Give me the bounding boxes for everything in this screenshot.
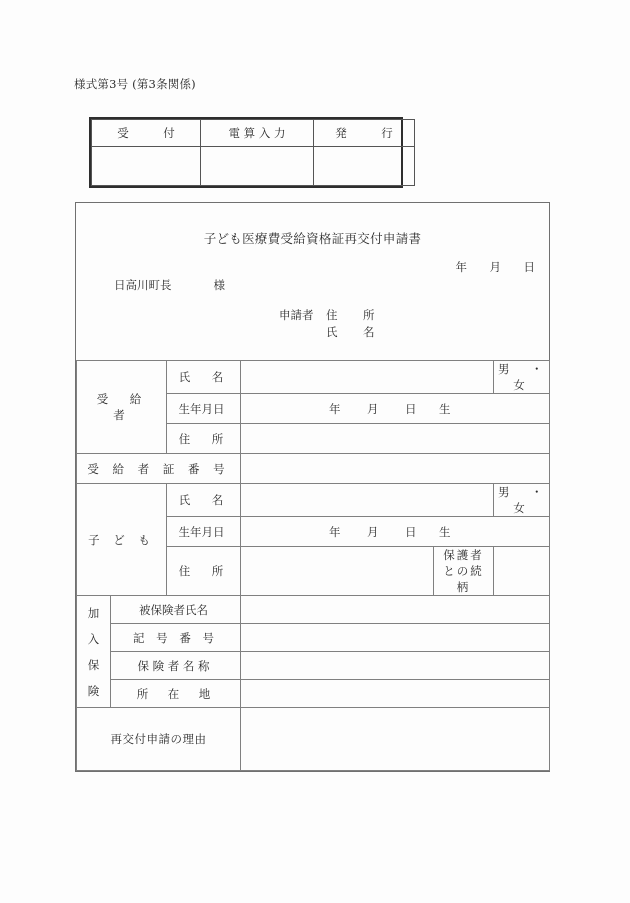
applicant-address-label: 住 所 <box>326 308 382 322</box>
insurance-insured-name-row <box>77 596 550 624</box>
recipient-dob-day: 日 <box>405 401 417 416</box>
office-header-reception: 受 付 <box>92 120 201 147</box>
child-address-value[interactable] <box>241 547 434 596</box>
recipient-card-number-label: 受 給 者 証 番 号 <box>77 454 241 484</box>
child-dob-day: 日 <box>405 524 417 539</box>
applicant-block <box>279 307 382 341</box>
form-fields-table <box>76 360 564 771</box>
recipient-dob-suffix: 生 <box>439 401 451 416</box>
recipient-name-value[interactable] <box>241 361 494 394</box>
insurance-label-char-3: 保 <box>87 657 100 672</box>
recipient-card-number-row <box>77 454 550 484</box>
insurance-label-char-2: 入 <box>87 631 100 646</box>
child-dob-year: 年 <box>329 524 341 539</box>
date-year-label[interactable]: 年 <box>455 260 467 274</box>
recipient-dob-month: 月 <box>367 401 379 416</box>
recipient-name-row <box>77 361 550 394</box>
insurance-insured-name-label: 被保険者氏名 <box>111 596 241 624</box>
reason-label: 再交付申請の理由 <box>77 708 241 771</box>
form-header-block <box>76 203 549 360</box>
page-title: 子ども医療費受給資格証再交付申請書 <box>203 231 422 246</box>
child-name-label: 氏 名 <box>167 484 241 517</box>
recipient-card-number-value[interactable] <box>241 454 550 484</box>
insurance-section-label <box>77 596 111 708</box>
child-sex-option[interactable]: 男 ・ 女 <box>494 484 550 517</box>
insurance-symbol-number-label: 記 号 番 号 <box>111 624 241 652</box>
child-dob-label: 生年月日 <box>167 517 241 547</box>
office-use-table <box>89 117 403 188</box>
date-day-label[interactable]: 日 <box>523 260 535 274</box>
insurance-location-row <box>77 680 550 708</box>
office-value-reception[interactable] <box>92 147 201 186</box>
insurance-symbol-number-row <box>77 624 550 652</box>
recipient-section-label: 受 給 者 <box>77 361 167 454</box>
child-address-label: 住 所 <box>167 547 241 596</box>
child-section-label: 子 ど も <box>77 484 167 596</box>
insurance-insured-name-value[interactable] <box>241 596 550 624</box>
reason-value[interactable] <box>241 708 550 771</box>
child-dob-value[interactable] <box>241 517 550 547</box>
recipient-address-label: 住 所 <box>167 424 241 454</box>
insurance-insurer-name-row <box>77 652 550 680</box>
office-header-issue: 発 行 <box>314 120 415 147</box>
insurance-insurer-name-value[interactable] <box>241 652 550 680</box>
application-form <box>75 202 564 772</box>
recipient-sex-option[interactable]: 男 ・ 女 <box>494 361 550 394</box>
child-name-row <box>77 484 550 517</box>
recipient-dob-year: 年 <box>329 401 341 416</box>
insurance-label-char-4: 険 <box>87 683 100 698</box>
addressee-name: 日高川町長 <box>114 278 172 292</box>
insurance-symbol-number-value[interactable] <box>241 624 550 652</box>
insurance-label-char-1: 加 <box>87 605 100 620</box>
application-date-line <box>456 259 536 275</box>
child-relation-value[interactable] <box>494 547 550 596</box>
applicant-name-row <box>279 324 382 341</box>
insurance-location-value[interactable] <box>241 680 550 708</box>
child-dob-suffix: 生 <box>439 524 451 539</box>
recipient-address-value[interactable] <box>241 424 550 454</box>
form-number: 様式第3号 (第3条関係) <box>74 77 196 91</box>
recipient-dob-value[interactable] <box>241 394 550 424</box>
recipient-name-label: 氏 名 <box>167 361 241 394</box>
office-value-data-entry[interactable] <box>201 147 314 186</box>
child-relation-label: 保護者との続柄 <box>434 547 494 596</box>
office-value-issue[interactable] <box>314 147 415 186</box>
applicant-address-row <box>279 307 382 324</box>
addressee-honorific: 様 <box>213 278 225 292</box>
applicant-label: 申請者 <box>279 308 314 322</box>
office-header-data-entry: 電 算 入 力 <box>201 120 314 147</box>
insurance-location-label: 所 在 地 <box>111 680 241 708</box>
insurance-insurer-name-label: 保 険 者 名 称 <box>111 652 241 680</box>
recipient-dob-label: 生年月日 <box>167 394 241 424</box>
reason-row <box>77 708 550 771</box>
applicant-name-label: 氏 名 <box>326 325 382 339</box>
addressee-line <box>114 277 225 293</box>
child-dob-month: 月 <box>367 524 379 539</box>
date-month-label[interactable]: 月 <box>489 260 501 274</box>
child-name-value[interactable] <box>241 484 494 517</box>
